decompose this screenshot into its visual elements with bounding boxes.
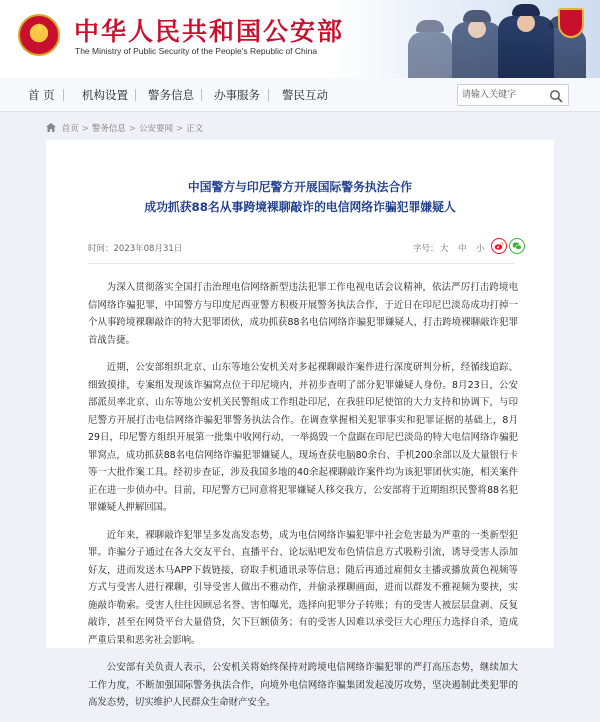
police-banner-image [390, 0, 600, 78]
article-date: 时间：2023年08月31日 [88, 244, 183, 254]
font-size-medium[interactable]: 中 [458, 244, 467, 254]
site-header [0, 0, 600, 78]
home-icon [46, 123, 56, 132]
article-body [88, 279, 518, 722]
article-paragraph: 公安部有关负责人表示，公安机关将始终保持对跨境电信网络诈骗犯罪的严打高压态势，继续加大工作力度，不断加强国际警务执法合作，向境外电信网络诈骗集团发起凌厉攻势，坚决遏制此类犯罪的高发态势，切实维护人民群众生命财产安全。 [88, 662, 518, 708]
nav-separator [63, 89, 64, 101]
weibo-icon[interactable] [491, 238, 507, 254]
nav-home[interactable]: 首 页 [28, 88, 55, 102]
article-title-line2: 成功抓获88名从事跨境裸聊敲诈的电信网络诈骗犯罪嫌疑人 [144, 200, 456, 214]
nav-separator [201, 89, 202, 101]
police-badge-icon [558, 8, 584, 38]
article-paragraph: 近期，公安部组织北京、山东等地公安机关对多起裸聊敲诈案件进行深度研判分析，经循线追踪、细致摸排，专案组发现该诈骗窝点位于印尼境内，并初步查明了部分犯罪嫌疑人身份。8月23日，公安部派员率北京、山东等地公安机关民警组成工作组赴印尼，在我驻印尼使馆的大力支持和协调下，与印尼警方开展打击电信网络诈骗犯罪警务执法合作。在调查掌握相关犯罪事实和犯罪证据的基础上，8月29日，印尼警方组织开展第一批集中收网行动，一举捣毁一个盘踞在印尼巴淡岛的特大电信网络诈骗犯罪窝点，成功抓获88名电信网络诈骗犯罪嫌疑人，现场查获电脑80余台、手机200余部以及大量银行卡等一大批作案工具。经初步查证，涉及我国多地的40余起裸聊敲诈案件均为该犯罪团伙实施，相关案件正在进一步侦办中。目前，印尼警方已同意将犯罪嫌疑人移交我方，公安部将于近期组织民警将88名犯罪嫌疑人押解回国。 [88, 362, 518, 513]
search-icon[interactable] [549, 89, 563, 103]
font-size-label: 字号： [413, 244, 439, 254]
nav-separator [268, 89, 269, 101]
font-size-large[interactable]: 大 [440, 244, 449, 254]
national-emblem-icon[interactable]: ★ [18, 14, 60, 56]
article-meta [88, 238, 514, 264]
nav-services[interactable]: 办事服务 [214, 88, 260, 102]
article-paragraph: 近年来，裸聊敲诈犯罪呈多发高发态势，成为电信网络诈骗犯罪中社会危害最为严重的一类新型犯罪。诈骗分子通过在各大交友平台、直播平台、论坛贴吧发布色情信息方式吸粉引流，诱导受害人添加好友，进而发送木马APP下载链接，窃取手机通讯录等信息；随后再通过雇佣女主播或播放黄色视频等方式与受害人进行裸聊，引导受害人做出不雅动作，并偷录裸聊画面，进而以群发不雅视频为要挟，实施敲诈勒索。受害人往往因顾忌名誉、害怕曝光，选择向犯罪分子转账；有的受害人被层层盘剥、反复敲诈，甚至在网贷平台大量借贷，欠下巨额债务；有的受害人因难以承受巨大心理压力选择自杀，造成严重后果和恶劣社会影响。 [88, 529, 518, 646]
article-paragraph: 为深入贯彻落实全国打击治理电信网络新型违法犯罪工作电视电话会议精神，依法严厉打击跨境电信网络诈骗犯罪，中国警方与印度尼西亚警方积极开展警务执法合作，于近日在印尼巴淡岛成功打掉一个从事跨境裸聊敲诈的特大犯罪团伙，成功抓获88名电信网络诈骗犯罪嫌疑人，打击跨境裸聊敲诈犯罪首战告捷。 [88, 282, 518, 346]
breadcrumb: 首页 > 警务信息 > 公安要闻 > 正文 [46, 122, 203, 134]
wechat-icon[interactable] [509, 238, 525, 254]
breadcrumb-current: 正文 [186, 124, 204, 134]
search-box [457, 84, 569, 106]
breadcrumb-police-info[interactable]: 警务信息 [91, 124, 126, 134]
nav-interaction[interactable]: 警民互动 [282, 88, 328, 102]
article-card [46, 140, 554, 708]
nav-police-info[interactable]: 警务信息 [148, 88, 194, 102]
site-title[interactable]: 中华人民共和国公安部 [74, 17, 345, 46]
search-input[interactable] [462, 88, 540, 102]
nav-organization[interactable]: 机构设置 [82, 88, 128, 102]
font-size-small[interactable]: 小 [476, 244, 485, 254]
site-subtitle: The Ministry of Public Security of the People's Republic of China [75, 46, 318, 56]
breadcrumb-news[interactable]: 公安要闻 [138, 124, 173, 134]
nav-separator [135, 89, 136, 101]
breadcrumb-home[interactable]: 首页 [61, 124, 79, 134]
article-title-line1: 中国警方与印尼警方开展国际警务执法合作 [187, 180, 413, 194]
